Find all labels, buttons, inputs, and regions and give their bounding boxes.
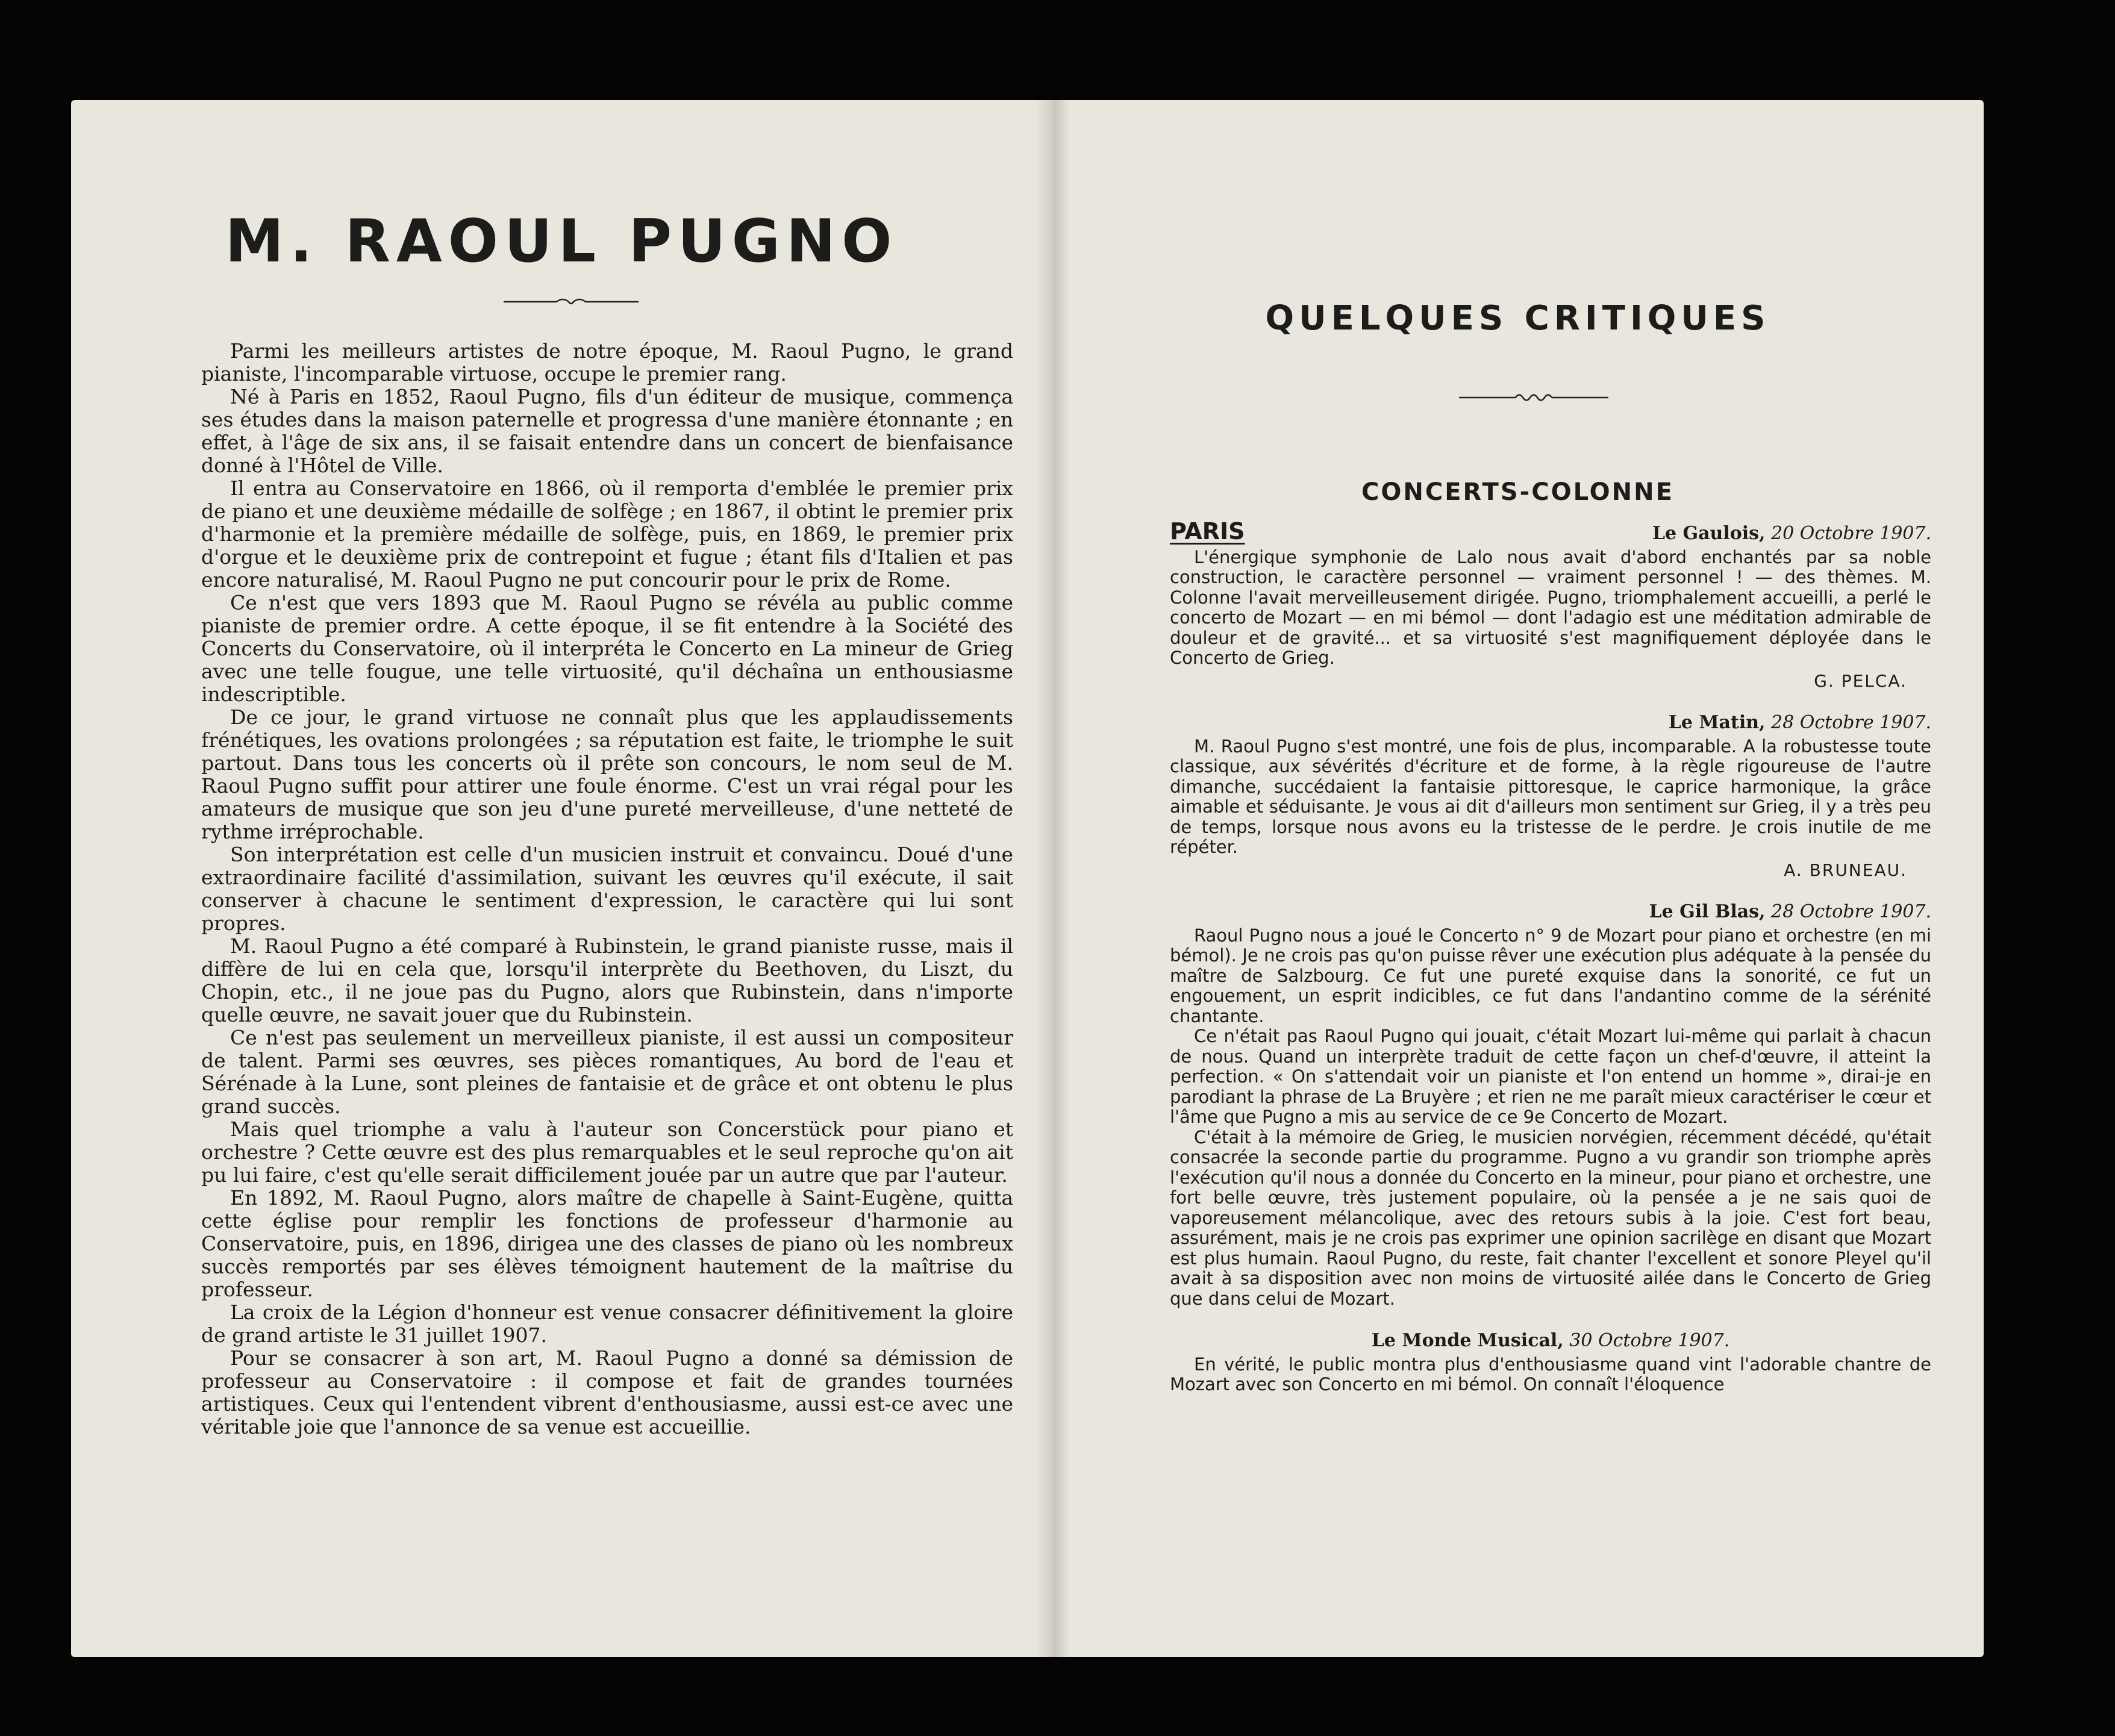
bio-paragraph: M. Raoul Pugno a été comparé à Rubinstein, le grand pianiste russe, mais il diffère de lui en cela que, lorsqu'il interprète du Beethoven, du Liszt, du Chopin, etc., il ne joue pas du Pugno, alors que Rubinstein, dans n'importe quelle œuvre, ne savait jouer que du Rubinstein.: [201, 934, 1013, 1026]
title-ornament-rule: [504, 295, 639, 308]
bio-paragraph: Pour se consacrer à son art, M. Raoul Pugno a donné sa démission de professeur au Conservatoire : il compose et fait de grandes tournées artistiques. Ceux qui l'entendent vibrent d'enthousiasme, aussi est-ce avec une véritable joie que l'annonce de sa venue est accueillie.: [201, 1346, 1013, 1438]
review-source: [1649, 902, 1931, 922]
review-header: [1170, 518, 1931, 545]
review-header: [1170, 713, 1931, 733]
review-text: L'énergique symphonie de Lalo nous avait d'abord enchantés par sa noble construction, le caractère personnel — vraiment personnel ! — des thèmes. M. Colonne l'avait merveilleusement dirigée. Pugno, triomphalement accueilli, a perlé le concerto de Mozart — en mi bémol — dont l'adagio est une méditation admirable de douleur et de gravité... et sa virtuosité s'est magnifiquement déployée dans le Concerto de Grieg.: [1170, 546, 1931, 668]
newspaper-name: Le Monde Musical,: [1371, 1330, 1564, 1351]
bio-title: M. RAOUL PUGNO: [225, 207, 898, 276]
concerts-section-title: CONCERTS-COLONNE: [1361, 478, 1674, 506]
review-header: [1170, 902, 1931, 922]
bio-paragraph: Né à Paris en 1852, Raoul Pugno, fils d'un éditeur de musique, commença ses études dans la maison paternelle et progressa d'une manière étonnante ; en effet, à l'âge de six ans, il se faisait entendre dans un concert de bienfaisance donné à l'Hôtel de Ville.: [201, 385, 1013, 477]
newspaper-name: Le Gil Blas,: [1649, 901, 1766, 922]
newspaper-name: Le Matin,: [1668, 712, 1766, 733]
bio-paragraph: La croix de la Légion d'honneur est venue consacrer définitivement la gloire de grand artiste le 31 juillet 1907.: [201, 1300, 1013, 1347]
review-text: En vérité, le public montra plus d'enthousiasme quand vint l'adorable chantre de Mozart avec son Concerto en mi bémol. On connaît l'éloquence: [1170, 1354, 1931, 1394]
review-date: 28 Octobre 1907.: [1771, 901, 1931, 922]
reviews-column: [1170, 518, 1931, 1395]
bio-paragraph: Parmi les meilleurs artistes de notre époque, M. Raoul Pugno, le grand pianiste, l'incomparable virtuose, occupe le premier rang.: [201, 339, 1013, 386]
review-source: [1372, 1331, 1730, 1351]
review-signature: G. PELCA.: [1814, 670, 1907, 691]
section-ornament-rule: [1459, 389, 1608, 405]
bio-paragraph: Ce n'est que vers 1893 que M. Raoul Pugno se révéla au public comme pianiste de premier ordre. A cette époque, il se fit entendre à la Société des Concerts du Conservatoire, où il interpréta le Concerto en La mineur de Grieg avec une telle fougue, une telle virtuosité, qu'il déchaîna un enthousiasme indescriptible.: [201, 591, 1013, 706]
review-text: C'était à la mémoire de Grieg, le musicien norvégien, récemment décédé, qu'était consacrée la seconde partie du programme. Pugno a vu grandir son triomphe après l'exécution qu'il nous a donnée du Concerto en la mineur, pour piano et orchestre, une fort belle œuvre, très justement populaire, où la pensée a je ne sais quoi de vaporeusement mélancolique, avec des retours subis à la joie. C'est fort beau, assurément, mais je ne crois pas exprimer une opinion sacrilège en disant que Mozart est plus humain. Raoul Pugno, du reste, fait chanter l'excellent et sonore Pleyel qu'il avait à sa disposition avec non moins de virtuosité ailée dans le Concerto de Grieg que dans celui de Mozart.: [1170, 1126, 1931, 1309]
book-gutter: [1036, 100, 1070, 1657]
review-text: Raoul Pugno nous a joué le Concerto n° 9 de Mozart pour piano et orchestre (en mi bémol). Je ne crois pas qu'on puisse rêver une exécution plus adéquate à la pensée du maître de Salzbourg. Ce fut une pureté exquise dans la sonorité, ce fut un engouement, un esprit indicibles, ce fut dans l'andantino comme de la sérénité chantante.: [1170, 925, 1931, 1026]
review-header: [1170, 1331, 1931, 1351]
review-date: 20 Octobre 1907.: [1771, 523, 1931, 544]
critiques-title: QUELQUES CRITIQUES: [1265, 299, 1770, 338]
review-text: M. Raoul Pugno s'est montré, une fois de plus, incomparable. A la robustesse toute classique, aux sévérités d'écriture et de forme, à la règle rigoureuse de l'autre dimanche, succédaient la fantaisie pittoresque, le caprice harmonique, la grâce aimable et séduisante. Je vous ai dit d'ailleurs mon sentiment sur Grieg, il y a très peu de temps, lorsque nous avons eu la tristesse de le perdre. Je crois inutile de me répéter.: [1170, 735, 1931, 857]
review-date: 30 Octobre 1907.: [1569, 1330, 1730, 1351]
right-page: [1052, 100, 1984, 1657]
city-label: PARIS: [1170, 518, 1245, 545]
review-source: [1652, 523, 1931, 544]
review-date: 28 Octobre 1907.: [1771, 712, 1931, 733]
review-source: [1669, 713, 1931, 733]
left-page: [71, 100, 1052, 1657]
bio-paragraph: Son interprétation est celle d'un musicien instruit et convaincu. Doué d'une extraordinaire facilité d'assimilation, suivant les œuvres qu'il exécute, il sait conserver à chacune le sentiment d'expression, le caractère qui lui sont propres.: [201, 843, 1013, 935]
bio-paragraph: Mais quel triomphe a valu à l'auteur son Concerstück pour piano et orchestre ? Cette œuvre est des plus remarquables et le seul reproche qu'on ait pu lui faire, c'est qu'elle serait difficilement jouée par un autre que par l'auteur.: [201, 1117, 1013, 1187]
review-signature: A. BRUNEAU.: [1784, 860, 1907, 880]
newspaper-name: Le Gaulois,: [1652, 523, 1766, 544]
bio-paragraph: De ce jour, le grand virtuose ne connaît plus que les applaudissements frénétiques, les ovations prolongées ; sa réputation est faite, le triomphe le suit partout. Dans tous les concerts où il prête son concours, le nom seul de M. Raoul Pugno suffit pour attirer une foule énorme. C'est un vrai régal pour les amateurs de musique que son jeu d'une pureté merveilleuse, d'une netteté de rythme irréprochable.: [201, 705, 1013, 843]
bio-paragraph: En 1892, M. Raoul Pugno, alors maître de chapelle à Saint-Eugène, quitta cette église pour remplir les fonctions de professeur d'harmonie au Conservatoire, puis, en 1896, dirigea une des classes de piano où les nombreux succès remportés par ses élèves témoignent hautement de la maîtrise du professeur.: [201, 1186, 1013, 1301]
bio-paragraph: Il entra au Conservatoire en 1866, où il remporta d'emblée le premier prix de piano et une deuxième médaille de solfège ; en 1867, il obtint le premier prix d'harmonie et la première médaille de solfège, puis, en 1869, le premier prix d'orgue et le deuxième prix de contrepoint et fugue ; étant fils d'Italien et pas encore naturalisé, M. Raoul Pugno ne put concourir pour le prix de Rome.: [201, 476, 1013, 592]
review-text: Ce n'était pas Raoul Pugno qui jouait, c'était Mozart lui-même qui parlait à chacun de nous. Quand un interprète traduit de cette façon un chef-d'œuvre, il atteint la perfection. « On s'attendait voir un pianiste et l'on entend un homme », dirai-je en parodiant la phrase de La Bruyère ; et rien ne me paraît mieux caractériser le cœur et l'âme que Pugno a mis au service de ce 9e Concerto de Mozart.: [1170, 1026, 1931, 1127]
bio-text: [201, 340, 1013, 1438]
bio-paragraph: Ce n'est pas seulement un merveilleux pianiste, il est aussi un compositeur de talent. Parmi ses œuvres, ses pièces romantiques, Au bord de l'eau et Sérénade à la Lune, sont pleines de fantaisie et de grâce et ont obtenu le plus grand succès.: [201, 1026, 1013, 1118]
